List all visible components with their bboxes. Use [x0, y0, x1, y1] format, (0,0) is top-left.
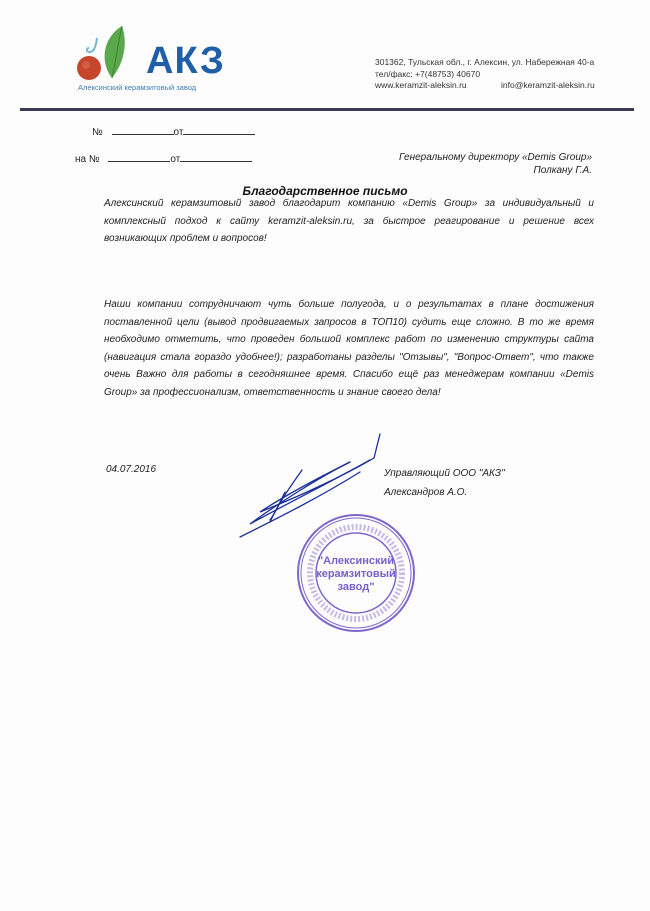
body-paragraph-2: Наши компании сотрудничают чуть больше полугода, и о результатах в плане достижения поставленной цели (вывод продвигаемых запросов в ТОП10) судить еще сложно. В то же время необходимо отметить, что проведен большой комплекс работ по изменению структуры сайта (навигация стала гораздо удобнее!); разработаны разделы "Отзывы", "Вопрос-Ответ", что также очень Важно для работы в сегодняшнее время. Спасибо ещё раз менеджерам компании «Demis Group» за профессионализм, ответственность и знание своего дела!: [104, 299, 594, 398]
date-blank: [183, 124, 255, 135]
letter-title: Благодарственное письмо: [242, 184, 408, 198]
outgoing-number-field: [92, 124, 255, 138]
company-stamp-icon: [295, 512, 417, 634]
signer-name: Александров А.О.: [384, 487, 468, 498]
letterhead-divider: [20, 108, 634, 111]
reply-number-field: [75, 151, 252, 165]
reply-number-blank: [108, 151, 170, 162]
signer-position: Управляющий ООО "АКЗ": [384, 468, 505, 479]
company-website[interactable]: www.keramzit-aleksin.ru: [375, 80, 467, 90]
reply-date-label: от: [170, 154, 181, 165]
date-label: от: [173, 127, 184, 138]
stamp-line-3: завод": [337, 581, 375, 593]
reply-number-label: на №: [75, 154, 100, 165]
letter-date: 04.07.2016: [106, 464, 157, 475]
stamp-line-2: керамзитовый: [316, 568, 396, 580]
company-contacts: [375, 57, 595, 92]
addressee-name: Полкану Г.А.: [533, 165, 592, 176]
company-address: 301362, Тульская обл., г. Алексин, ул. Набережная 40-а: [375, 57, 595, 67]
body-paragraph-1: Алексинский керамзитовый завод благодарит компанию «Demis Group» за индивидуальный и комплексный подход к сайту keramzit-aleksin.ru, за быстрое реагирование и решение всех возникающих проблем и вопросов!: [104, 198, 594, 245]
logo-wordmark: АКЗ: [146, 40, 225, 82]
number-label: №: [92, 127, 103, 138]
stamp-line-1: "Алексинский: [317, 555, 395, 567]
company-phone: тел/факс: +7(48753) 40670: [375, 68, 481, 79]
addressee-block: [399, 151, 592, 177]
number-blank: [112, 124, 174, 135]
logo-subtitle: Алексинский керамзитовый завод: [78, 83, 197, 92]
addressee-position: Генеральному директору «Demis Group»: [399, 152, 592, 163]
reply-date-blank: [180, 151, 252, 162]
company-email[interactable]: info@keramzit-aleksin.ru: [501, 80, 595, 90]
signer-block: [384, 464, 505, 502]
